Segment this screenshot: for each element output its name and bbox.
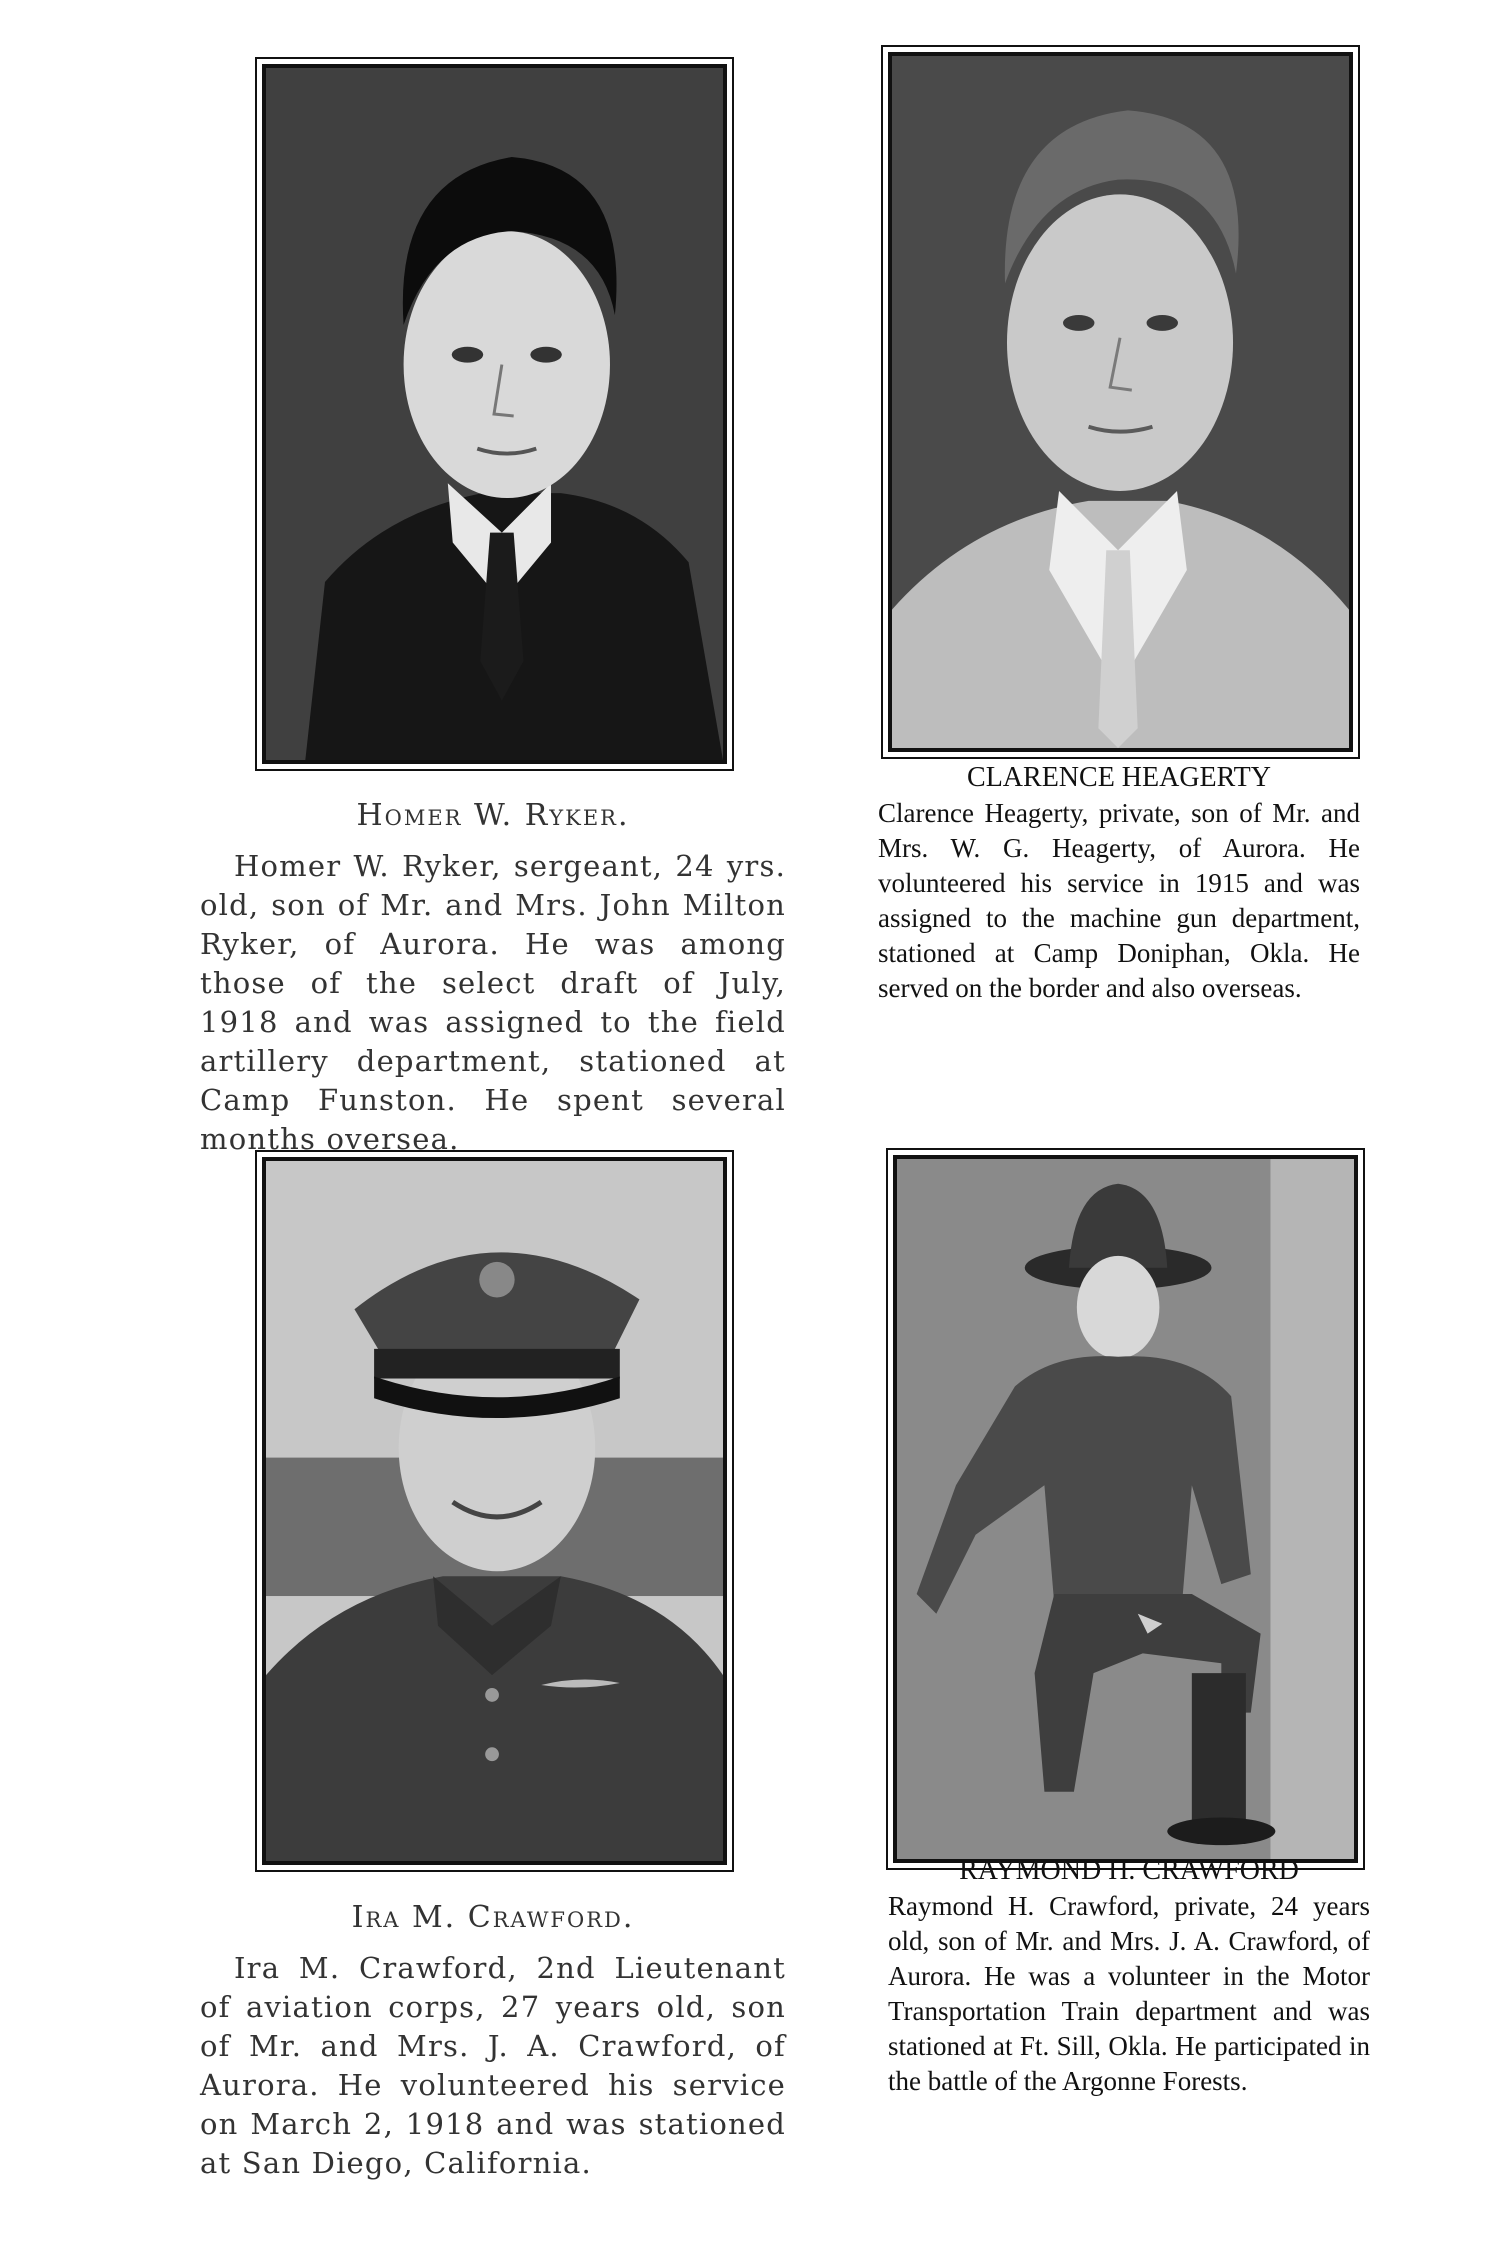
entry-bio: Raymond H. Crawford, private, 24 years old, son of Mr. and Mrs. J. A. Crawford, of Aurora. He was a volunteer in the Motor Transportation Train department and was stationed at Ft. Sill, Okla. He participated in the battle of the Argonne Forests. (888, 1891, 1370, 2096)
entry-name: Homer W. Ryker. (356, 798, 630, 833)
entry-bio: Clarence Heagerty, private, son of Mr. and Mrs. W. G. Heagerty, of Aurora. He volunteered his service in 1915 and was assigned to the machine gun department, stationed at Camp Doniphan, Okla. He served on the border and also overseas. (878, 798, 1360, 1003)
photo-homer-ryker (262, 64, 727, 764)
entry-clarence-heagerty (878, 762, 1360, 1006)
portrait-civilian-suit (266, 68, 723, 760)
portrait-light-suit (892, 56, 1349, 748)
portrait-officer-uniform (266, 1161, 723, 1861)
entry-name: RAYMOND H. CRAWFORD (959, 1855, 1299, 1886)
entry-name: Ira M. Crawford. (351, 1900, 635, 1935)
entry-raymond-crawford (888, 1855, 1370, 2099)
entry-homer-ryker (200, 798, 786, 1159)
photo-clarence-heagerty (888, 52, 1353, 752)
portrait-private-uniform (897, 1159, 1354, 1859)
photo-raymond-crawford (893, 1155, 1358, 1863)
entry-ira-crawford (200, 1900, 786, 2183)
photo-ira-crawford (262, 1157, 727, 1865)
entry-name: CLARENCE HEAGERTY (967, 762, 1271, 793)
entry-bio: Homer W. Ryker, sergeant, 24 yrs. old, son of Mr. and Mrs. John Milton Ryker, of Aurora. He was among those of the select draft of July, 1918 and was assigned to the field artillery department, stationed at Camp Funston. He spent several months oversea. (200, 849, 786, 1156)
entry-bio: Ira M. Crawford, 2nd Lieutenant of aviation corps, 27 years old, son of Mr. and Mrs. J. A. Crawford, of Aurora. He volunteered his service on March 2, 1918 and was stationed at San Diego, California. (200, 1951, 786, 2180)
